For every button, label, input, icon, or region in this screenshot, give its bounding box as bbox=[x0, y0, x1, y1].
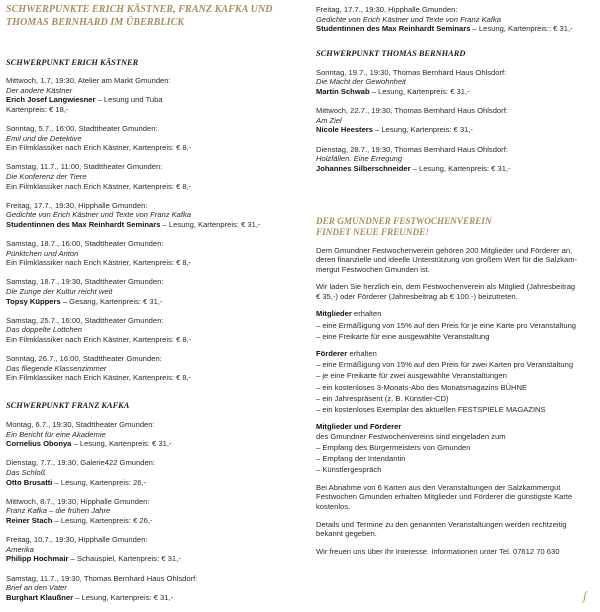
event-when: Samstag, 18.7., 19:30, Stadttheater Gmunden: bbox=[6, 277, 164, 287]
left-column bbox=[6, 0, 296, 612]
benefit-item: – ein kostenloses 3-Monats-Abo des Monatsmagazins BÜHNE bbox=[316, 382, 528, 392]
benefit-group-suffix: erhalten bbox=[347, 349, 377, 359]
event-item bbox=[6, 420, 296, 449]
section-title-kaestner: SCHWERPUNKT ERICH KÄSTNER bbox=[6, 58, 139, 67]
benefit-item: – eine Ermäßigung von 15% auf den Preis für je eine Karte pro Veranstaltung bbox=[316, 320, 577, 330]
contact-line: Wir freuen uns über Ihr Interesse. Informationen unter Tel. 07612 70 630 bbox=[316, 546, 560, 556]
event-item bbox=[6, 458, 296, 487]
event-detail: – Lesung und Tuba bbox=[95, 95, 163, 105]
event-item bbox=[316, 68, 598, 97]
event-detail: Ein Filmklassiker nach Erich Kästner, Kartenpreis: € 8,- bbox=[6, 335, 192, 345]
verein-title bbox=[316, 216, 598, 237]
page-title-line: THOMAS BERNHARD IM ÜBERBLICK bbox=[6, 16, 185, 28]
verein-details bbox=[316, 520, 598, 539]
event-when: Mittwoch, 22.7., 19:30, Thomas Bernhard Haus Ohlsdorf: bbox=[316, 106, 508, 116]
event-detail: – Lesung, Kartenpreis: € 26,- bbox=[52, 515, 153, 525]
event-when: Mittwoch, 8.7., 19:30, Hipphalle Gmunden: bbox=[6, 496, 150, 506]
event-title: Das fliegende Klassenzimmer bbox=[6, 363, 107, 373]
event-item bbox=[316, 5, 598, 34]
foerderer-benefits bbox=[316, 349, 598, 414]
benefit-item: – Empfang des Bürgermeisters von Gmunden bbox=[316, 443, 471, 452]
event-performer: Reiner Stach bbox=[6, 515, 53, 525]
benefit-group-subtitle: des Gmundner Festwochenvereins sind eingeladen zum bbox=[316, 431, 506, 441]
event-when: Sonntag, 26.7., 16:00, Stadttheater Gmunden: bbox=[6, 354, 162, 364]
section-title-bernhard: SCHWERPUNKT THOMAS BERNHARD bbox=[316, 48, 466, 58]
verein-title-line: FINDET NEUE FREUNDE! bbox=[316, 226, 429, 237]
event-title: Gedichte von Erich Kästner und Texte von Franz Kafka bbox=[316, 14, 502, 24]
event-detail: Ein Filmklassiker nach Erich Kästner, Kartenpreis: € 8,- bbox=[6, 258, 192, 268]
event-title: Am Ziel bbox=[316, 115, 342, 125]
beide-benefits bbox=[316, 422, 598, 474]
event-item bbox=[6, 535, 296, 564]
event-title: Franz Kafka – die frühen Jahre bbox=[6, 506, 111, 516]
verein-contact bbox=[316, 547, 598, 557]
event-detail: – Lesung, Kartenpreis: € 31,- bbox=[160, 219, 261, 229]
benefit-item: – eine Ermäßigung von 15% auf den Preis für zwei Karten pro Veranstaltung bbox=[316, 360, 574, 370]
event-title: Das doppelte Lottchen bbox=[6, 325, 82, 335]
benefit-item: – je eine Freikarte für zwei ausgewählte Veranstaltungen bbox=[316, 371, 507, 381]
event-when: Sonntag, 5.7., 16:00, Stadttheater Gmunden: bbox=[6, 123, 158, 133]
event-when: Freitag, 10.7., 19:30, Hipphalle Gmunden: bbox=[6, 535, 148, 545]
kafka-events bbox=[6, 420, 296, 602]
event-item bbox=[6, 162, 296, 191]
event-detail: Ein Filmklassiker nach Erich Kästner, Kartenpreis: € 8,- bbox=[6, 373, 192, 383]
event-price: Kartenpreis: € 18,- bbox=[6, 104, 69, 114]
section-title-kafka: SCHWERPUNKT FRANZ KAFKA bbox=[6, 401, 130, 410]
event-detail: – Lesung, Kartenpreis: € 31,- bbox=[71, 439, 172, 449]
event-title: Ein Bericht für eine Akademie bbox=[6, 429, 106, 439]
event-detail: – Lesung, Kartenpreis: 26,- bbox=[52, 477, 147, 487]
text-line: Dem Gmundner Festwochenverein gehören 200 Mitglieder und Förderer an, bbox=[316, 245, 573, 255]
event-performer: Otto Brusatti bbox=[6, 477, 53, 487]
right-column bbox=[316, 0, 598, 564]
event-performer: Studentinnen des Max Reinhardt Seminars bbox=[316, 24, 471, 34]
verein-title-line: DER GMUNDNER FESTWOCHENVEREIN bbox=[316, 216, 492, 227]
event-performer: Johannes Silberschneider bbox=[316, 163, 411, 173]
event-title: Die Macht der Gewohnheit bbox=[316, 77, 406, 87]
event-when: Sonntag, 19.7., 19:30, Thomas Bernhard Haus Ohlsdorf: bbox=[316, 67, 507, 77]
page-title-line: SCHWERPUNKTE ERICH KÄSTNER, FRANZ KAFKA UND bbox=[6, 4, 273, 15]
event-when: Mittwoch, 1.7, 19:30, Atelier am Markt Gmunden: bbox=[6, 76, 171, 85]
event-item bbox=[6, 277, 296, 306]
event-title: Gedichte von Erich Kästner und Texte von Franz Kafka bbox=[6, 210, 192, 220]
event-title: Der andere Kästner bbox=[6, 85, 73, 95]
kaestner-events bbox=[6, 76, 296, 383]
benefit-item: – ein kostenloses Exemplar des aktuellen FESTSPIELE MAGAZINS bbox=[316, 404, 546, 414]
text-line: € 35,-) oder Förderer (Jahresbeitrag ab € 100.-) beizutreten. bbox=[316, 291, 518, 301]
text-line: Festwochen Gmunden erhalten Mitglieder und Förderer die günstigste Karte bbox=[316, 492, 573, 502]
event-item bbox=[6, 76, 296, 114]
event-performer: Erich Josef Langwiesner bbox=[6, 95, 96, 105]
event-detail: – Lesung, Kartenpreis: € 31,- bbox=[73, 592, 174, 602]
event-performer: Cornelius Obonya bbox=[6, 439, 72, 449]
benefit-item: – ein Jahrespräsent (z. B. Künstler-CD) bbox=[316, 393, 449, 403]
page-title bbox=[6, 4, 296, 29]
event-when: Montag, 6.7., 19:30, Stadttheater Gmunden: bbox=[6, 420, 155, 429]
benefit-group-label: Mitglieder bbox=[316, 309, 352, 319]
event-when: Samstag, 18.7., 16:00, Stadttheater Gmunden: bbox=[6, 239, 164, 249]
event-title: Pünktchen und Anton bbox=[6, 248, 79, 258]
event-item bbox=[6, 354, 296, 383]
event-when: Dienstag, 7.7., 19:30, Galerie422 Gmunden: bbox=[6, 458, 156, 468]
event-when: Samstag, 11.7., 19:30, Thomas Bernhard Haus Ohlsdorf: bbox=[6, 573, 198, 583]
event-title: Die Konferenz der Tiere bbox=[6, 171, 87, 181]
benefit-group-label: Förderer bbox=[316, 349, 348, 359]
event-detail: – Lesung, Kartenpreis:: € 31,- bbox=[470, 24, 573, 34]
event-title: Holzfällen. Eine Erregung bbox=[316, 154, 403, 164]
bernhard-events bbox=[316, 68, 598, 174]
event-performer: Philipp Hochmair bbox=[6, 554, 69, 564]
benefit-item: – Empfang der Intendantin bbox=[316, 454, 406, 464]
event-title: Brief an den Vater bbox=[6, 583, 67, 593]
event-when: Dienstag, 28.7., 19:30, Thomas Bernhard Haus Ohlsdorf: bbox=[316, 144, 508, 154]
event-detail: – Schauspiel, Kartenpreis: € 31,- bbox=[68, 554, 181, 564]
event-detail: – Lesung, Kartenpreis: € 31,- bbox=[369, 86, 470, 96]
verein-bonus bbox=[316, 483, 598, 512]
event-when: Freitag, 17.7., 19:30, Hipphalle Gmunden: bbox=[6, 200, 148, 210]
event-item bbox=[6, 316, 296, 345]
flourish-ornament-icon: ʃ bbox=[583, 588, 587, 603]
text-line: Details und Termine zu den genannten Veranstaltungen werden rechtzeitig bbox=[316, 519, 567, 529]
text-line: Wir laden Sie herzlich ein, dem Festwochenverein als Mitglied (Jahresbeitrag bbox=[316, 282, 576, 292]
event-item bbox=[6, 239, 296, 268]
benefit-item: – eine Freikarte für eine ausgewählte Veranstaltung bbox=[316, 331, 490, 341]
event-item bbox=[6, 497, 296, 526]
event-when: Samstag, 11.7., 11:00, Stadttheater Gmunden: bbox=[6, 162, 163, 172]
benefit-group-label: Mitglieder und Förderer bbox=[316, 422, 402, 432]
text-line: mergut Festwochen Gmunden ist. bbox=[316, 264, 430, 274]
text-line: bekannt gegeben. bbox=[316, 529, 377, 539]
event-title: Die Zunge der Kultur reicht weit bbox=[6, 287, 113, 297]
event-performer: Burghart Klaußner bbox=[6, 592, 74, 602]
event-detail: – Lesung, Kartenpreis: € 31,- bbox=[410, 163, 511, 173]
event-when: Samstag, 25.7., 16:00, Stadttheater Gmunden: bbox=[6, 315, 164, 325]
text-line: Bei Abnahme von 6 Karten aus den Veranstaltungen der Salzkammergut bbox=[316, 482, 561, 492]
event-item bbox=[316, 145, 598, 174]
event-title: Das Schloß bbox=[6, 467, 46, 477]
event-title: Emil und die Detektive bbox=[6, 133, 82, 143]
event-detail: – Gesang, Kartenpreis: € 31,- bbox=[60, 296, 163, 306]
verein-intro bbox=[316, 246, 598, 275]
event-when: Freitag, 17.7., 19:30, Hipphalle Gmunden: bbox=[316, 5, 458, 14]
benefit-item: – Künstlergespräch bbox=[316, 465, 382, 475]
event-performer: Studentinnen des Max Reinhardt Seminars bbox=[6, 219, 161, 229]
benefit-group-suffix: erhalten bbox=[351, 309, 382, 319]
mitglieder-benefits bbox=[316, 309, 598, 341]
event-item bbox=[6, 201, 296, 230]
text-line: deren finanzielle und ideelle Unterstützung von großem Wert für die Salzkam- bbox=[316, 255, 578, 265]
event-performer: Nicole Heesters bbox=[316, 125, 373, 135]
event-performer: Martin Schwab bbox=[316, 86, 370, 96]
event-item bbox=[6, 124, 296, 153]
event-detail: – Lesung, Kartenpreis: € 31,- bbox=[372, 125, 474, 135]
event-item bbox=[6, 574, 296, 603]
text-line: kostenlos. bbox=[316, 501, 351, 511]
event-detail: Ein Filmklassiker nach Erich Kästner, Kartenpreis: € 8,- bbox=[6, 181, 192, 191]
verein-invite bbox=[316, 282, 598, 301]
event-performer: Topsy Küppers bbox=[6, 296, 61, 306]
event-title: Amerika bbox=[6, 544, 34, 554]
event-detail: Ein Filmklassiker nach Erich Kästner, Kartenpreis: € 8,- bbox=[6, 143, 192, 153]
event-item bbox=[316, 106, 598, 135]
